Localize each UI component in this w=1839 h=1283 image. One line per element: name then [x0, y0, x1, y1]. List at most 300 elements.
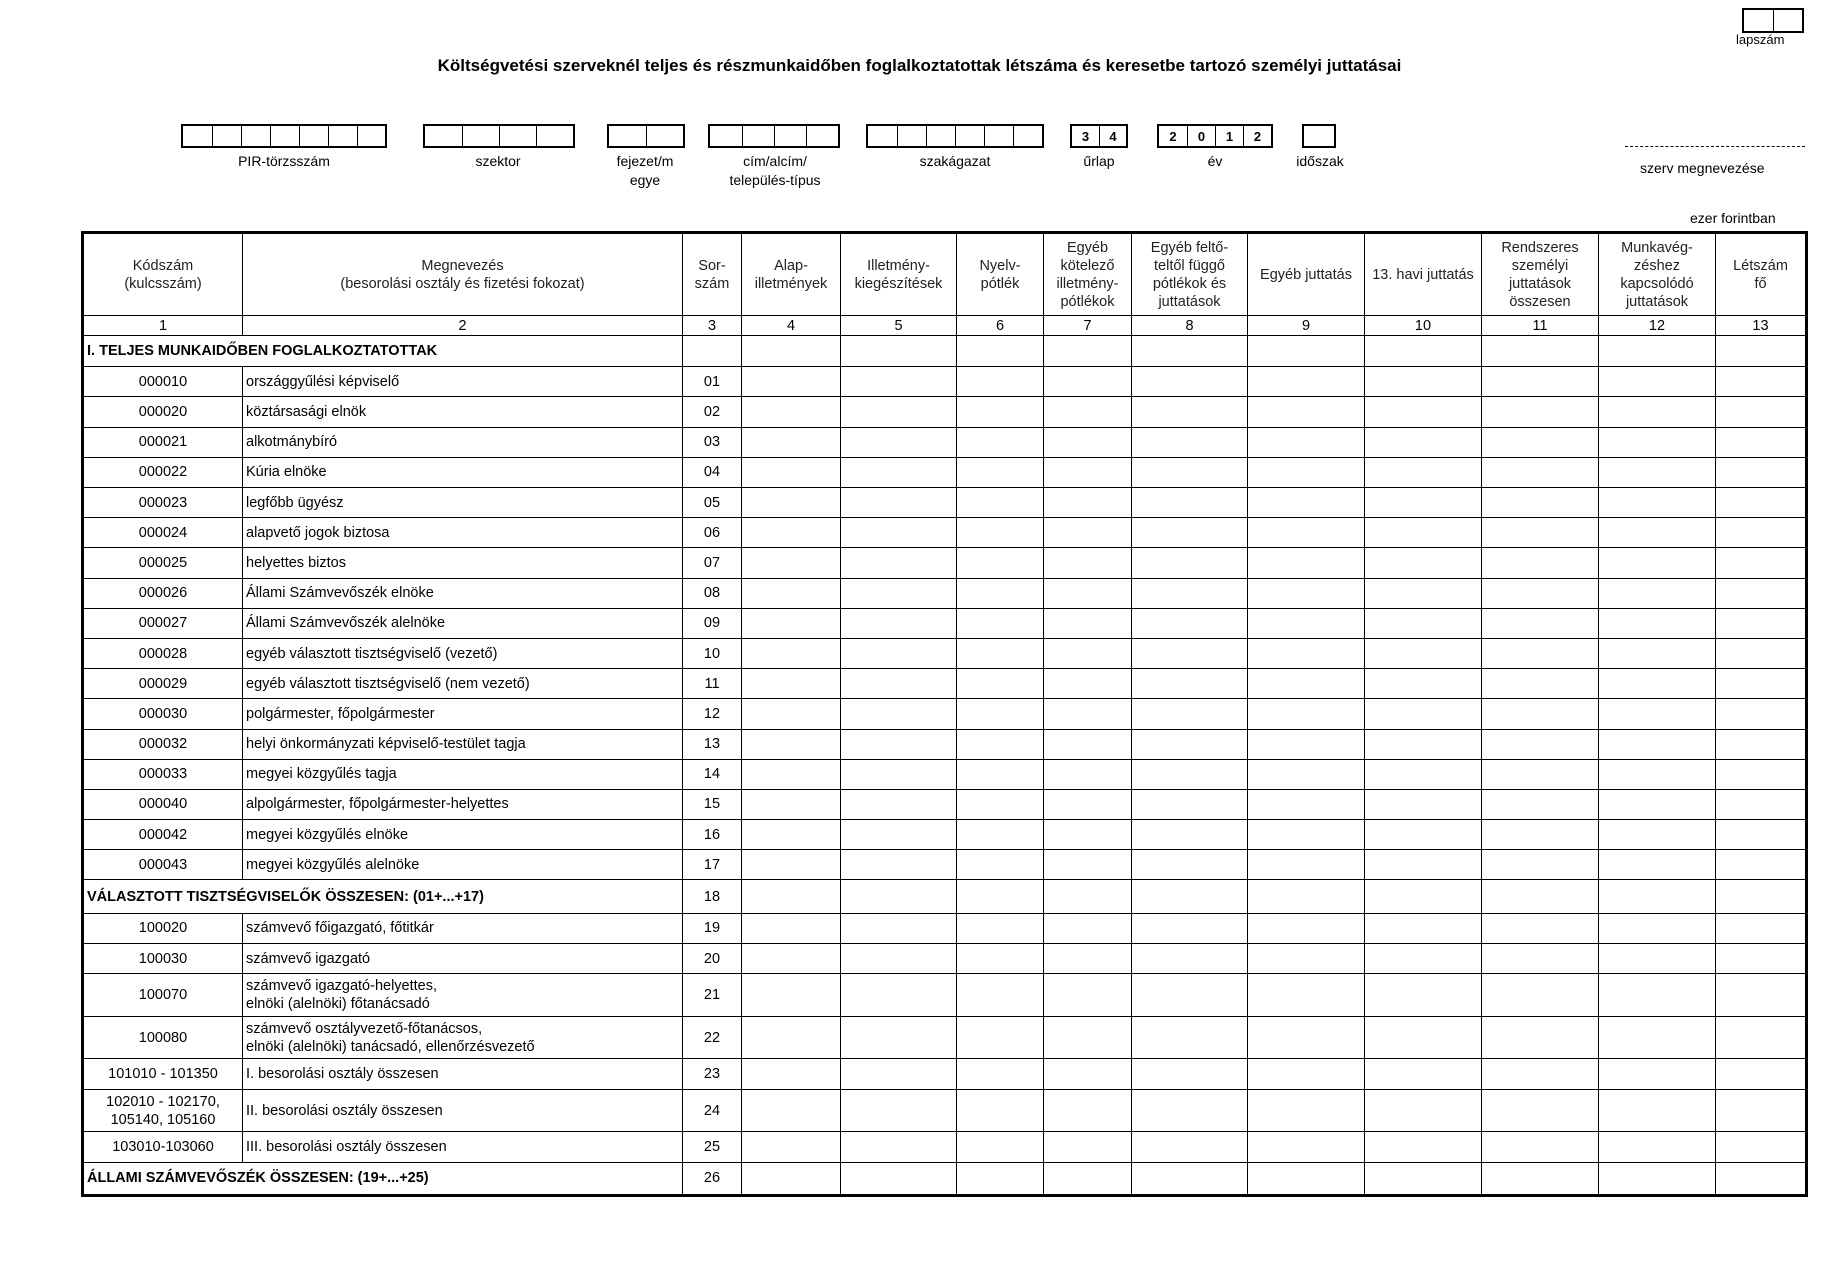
data-cell[interactable] — [1248, 548, 1365, 578]
data-cell[interactable] — [1365, 880, 1482, 913]
data-cell[interactable] — [1716, 397, 1807, 427]
data-cell[interactable] — [1716, 548, 1807, 578]
data-cell[interactable] — [1482, 729, 1599, 759]
data-cell[interactable] — [1365, 638, 1482, 668]
column-header: Illetmény- kiegészítések — [841, 233, 957, 316]
data-cell[interactable] — [1132, 669, 1248, 699]
lapszam-cell[interactable] — [1773, 10, 1802, 31]
data-cell[interactable] — [1599, 1132, 1716, 1162]
data-cell[interactable] — [957, 913, 1044, 943]
data-cell[interactable] — [1599, 943, 1716, 973]
data-cell[interactable] — [1044, 518, 1132, 548]
data-cell[interactable] — [742, 336, 841, 367]
data-cell[interactable] — [957, 336, 1044, 367]
data-cell[interactable] — [742, 578, 841, 608]
data-cell[interactable] — [1482, 699, 1599, 729]
data-cell[interactable] — [1482, 974, 1599, 1017]
fejezet-field[interactable] — [607, 124, 685, 148]
data-cell[interactable] — [1365, 608, 1482, 638]
data-cell[interactable] — [841, 1132, 957, 1162]
data-cell[interactable] — [1599, 397, 1716, 427]
data-cell[interactable] — [742, 669, 841, 699]
data-cell[interactable] — [841, 1089, 957, 1132]
data-cell[interactable] — [1365, 669, 1482, 699]
data-cell[interactable] — [1599, 488, 1716, 518]
data-cell[interactable] — [1599, 1059, 1716, 1089]
data-cell[interactable] — [1482, 943, 1599, 973]
data-cell[interactable] — [1482, 1016, 1599, 1059]
lapszam-cell[interactable] — [1744, 10, 1773, 31]
data-cell[interactable] — [1716, 1089, 1807, 1132]
data-cell[interactable] — [1599, 820, 1716, 850]
data-cell[interactable] — [1132, 789, 1248, 819]
data-cell[interactable] — [1044, 913, 1132, 943]
data-cell[interactable] — [1716, 913, 1807, 943]
data-cell[interactable] — [1599, 548, 1716, 578]
data-cell[interactable] — [1132, 397, 1248, 427]
data-cell[interactable] — [1132, 457, 1248, 487]
data-cell[interactable] — [742, 759, 841, 789]
data-cell[interactable] — [1365, 850, 1482, 880]
data-cell[interactable] — [1716, 578, 1807, 608]
data-cell[interactable] — [1716, 336, 1807, 367]
name-cell: I. besorolási osztály összesen — [243, 1059, 683, 1089]
data-cell[interactable] — [1044, 548, 1132, 578]
data-cell[interactable] — [1248, 729, 1365, 759]
data-cell[interactable] — [1482, 850, 1599, 880]
data-cell[interactable] — [1365, 974, 1482, 1017]
data-cell[interactable] — [1482, 759, 1599, 789]
data-cell[interactable] — [1599, 457, 1716, 487]
data-cell[interactable] — [841, 850, 957, 880]
data-cell[interactable] — [841, 759, 957, 789]
data-cell[interactable] — [1482, 608, 1599, 638]
data-cell[interactable] — [742, 1132, 841, 1162]
data-cell[interactable] — [1482, 427, 1599, 457]
data-cell[interactable] — [957, 820, 1044, 850]
data-cell[interactable] — [841, 427, 957, 457]
data-cell[interactable] — [1248, 1132, 1365, 1162]
data-cell[interactable] — [1044, 729, 1132, 759]
data-cell[interactable] — [957, 699, 1044, 729]
data-cell[interactable] — [1044, 699, 1132, 729]
data-cell[interactable] — [1716, 820, 1807, 850]
data-cell[interactable] — [1248, 850, 1365, 880]
fejezet-label: fejezet/m egye — [616, 153, 674, 188]
data-cell[interactable] — [1132, 820, 1248, 850]
data-cell[interactable] — [1132, 427, 1248, 457]
data-cell[interactable] — [1365, 457, 1482, 487]
data-cell[interactable] — [957, 974, 1044, 1017]
data-cell[interactable] — [1248, 367, 1365, 397]
data-cell[interactable] — [742, 457, 841, 487]
data-cell[interactable] — [1248, 1089, 1365, 1132]
data-cell[interactable] — [1716, 427, 1807, 457]
data-cell[interactable] — [957, 759, 1044, 789]
data-cell[interactable] — [1132, 518, 1248, 548]
data-cell[interactable] — [1599, 1162, 1716, 1195]
data-cell[interactable] — [1716, 729, 1807, 759]
data-cell[interactable] — [1044, 397, 1132, 427]
data-cell[interactable] — [1248, 457, 1365, 487]
data-cell[interactable] — [1044, 820, 1132, 850]
data-cell[interactable] — [1132, 1162, 1248, 1195]
table-row — [83, 669, 1807, 699]
data-cell[interactable] — [1365, 1059, 1482, 1089]
data-cell[interactable] — [1599, 638, 1716, 668]
data-cell[interactable] — [1716, 850, 1807, 880]
data-cell[interactable] — [742, 820, 841, 850]
data-cell[interactable] — [1482, 669, 1599, 699]
data-cell[interactable] — [1482, 820, 1599, 850]
data-cell[interactable] — [1365, 488, 1482, 518]
data-cell[interactable] — [1044, 427, 1132, 457]
data-cell[interactable] — [742, 974, 841, 1017]
data-cell[interactable] — [1365, 1132, 1482, 1162]
data-cell[interactable] — [1365, 759, 1482, 789]
ev-label: év — [1207, 153, 1223, 169]
data-cell[interactable] — [1248, 669, 1365, 699]
data-cell[interactable] — [1248, 1016, 1365, 1059]
data-cell[interactable] — [742, 1059, 841, 1089]
data-cell[interactable] — [1482, 1089, 1599, 1132]
data-cell[interactable] — [1716, 518, 1807, 548]
data-cell[interactable] — [1132, 974, 1248, 1017]
data-cell[interactable] — [1599, 669, 1716, 699]
data-cell[interactable] — [1132, 850, 1248, 880]
data-cell[interactable] — [841, 578, 957, 608]
data-cell[interactable] — [1716, 457, 1807, 487]
data-cell[interactable] — [742, 608, 841, 638]
data-cell[interactable] — [1716, 367, 1807, 397]
data-cell[interactable] — [1132, 759, 1248, 789]
data-cell[interactable] — [1365, 336, 1482, 367]
data-cell[interactable] — [841, 669, 957, 699]
data-cell[interactable] — [1365, 397, 1482, 427]
data-cell[interactable] — [1365, 578, 1482, 608]
data-cell[interactable] — [1248, 1059, 1365, 1089]
data-cell[interactable] — [1482, 488, 1599, 518]
data-cell[interactable] — [1044, 943, 1132, 973]
table-row — [83, 548, 1807, 578]
data-cell[interactable] — [1716, 638, 1807, 668]
data-cell[interactable] — [1365, 943, 1482, 973]
data-cell[interactable] — [841, 638, 957, 668]
name-cell: számvevő igazgató — [243, 943, 683, 973]
data-cell[interactable] — [957, 880, 1044, 913]
szektor-field[interactable] — [423, 124, 575, 148]
data-cell[interactable] — [1248, 427, 1365, 457]
data-cell[interactable] — [1248, 913, 1365, 943]
data-cell[interactable] — [957, 638, 1044, 668]
data-cell[interactable] — [1132, 1059, 1248, 1089]
data-cell[interactable] — [1716, 488, 1807, 518]
data-cell[interactable] — [1482, 1132, 1599, 1162]
data-cell[interactable] — [957, 789, 1044, 819]
data-cell[interactable] — [1132, 729, 1248, 759]
data-cell[interactable] — [1716, 759, 1807, 789]
data-cell[interactable] — [1482, 336, 1599, 367]
data-cell[interactable] — [957, 608, 1044, 638]
data-cell[interactable] — [841, 789, 957, 819]
idoszak-field[interactable] — [1302, 124, 1336, 148]
data-cell[interactable] — [742, 913, 841, 943]
data-cell[interactable] — [1716, 880, 1807, 913]
data-cell[interactable] — [841, 974, 957, 1017]
data-cell[interactable] — [841, 820, 957, 850]
data-cell[interactable] — [742, 1162, 841, 1195]
data-cell[interactable] — [1132, 880, 1248, 913]
data-cell[interactable] — [742, 943, 841, 973]
data-cell[interactable] — [957, 548, 1044, 578]
data-cell[interactable] — [1248, 608, 1365, 638]
data-cell[interactable] — [1482, 367, 1599, 397]
data-cell[interactable] — [957, 1016, 1044, 1059]
data-cell[interactable] — [957, 1059, 1044, 1089]
data-cell[interactable] — [1599, 913, 1716, 943]
data-cell[interactable] — [1248, 943, 1365, 973]
data-cell[interactable] — [1132, 578, 1248, 608]
data-cell[interactable] — [957, 943, 1044, 973]
data-cell[interactable] — [742, 518, 841, 548]
data-cell[interactable] — [841, 699, 957, 729]
data-cell[interactable] — [957, 457, 1044, 487]
data-cell[interactable] — [1132, 638, 1248, 668]
data-cell[interactable] — [841, 518, 957, 548]
column-header: 13. havi juttatás — [1365, 233, 1482, 316]
data-cell[interactable] — [1044, 1059, 1132, 1089]
data-cell[interactable] — [1132, 943, 1248, 973]
data-cell[interactable] — [1365, 820, 1482, 850]
data-cell[interactable] — [1716, 608, 1807, 638]
data-cell[interactable] — [1482, 518, 1599, 548]
data-cell[interactable] — [1132, 699, 1248, 729]
data-cell[interactable] — [1132, 608, 1248, 638]
data-cell[interactable] — [1365, 1162, 1482, 1195]
data-cell[interactable] — [1599, 427, 1716, 457]
data-cell[interactable] — [1248, 789, 1365, 819]
data-cell[interactable] — [1716, 1016, 1807, 1059]
data-cell[interactable] — [742, 488, 841, 518]
data-cell[interactable] — [1482, 789, 1599, 819]
data-cell[interactable] — [1482, 548, 1599, 578]
data-cell[interactable] — [957, 427, 1044, 457]
data-cell[interactable] — [841, 397, 957, 427]
cim-field[interactable] — [708, 124, 840, 148]
data-cell[interactable] — [1482, 1162, 1599, 1195]
code-cell: 000030 — [83, 699, 243, 729]
data-cell[interactable] — [1248, 974, 1365, 1017]
data-cell[interactable] — [742, 427, 841, 457]
data-cell[interactable] — [957, 488, 1044, 518]
code-cell: 000026 — [83, 578, 243, 608]
data-cell[interactable] — [742, 638, 841, 668]
data-cell[interactable] — [841, 367, 957, 397]
data-cell[interactable] — [1248, 880, 1365, 913]
data-cell[interactable] — [1044, 638, 1132, 668]
data-cell[interactable] — [1044, 789, 1132, 819]
data-cell[interactable] — [1365, 427, 1482, 457]
data-cell[interactable] — [1044, 1089, 1132, 1132]
data-cell[interactable] — [1599, 1016, 1716, 1059]
data-cell[interactable] — [1365, 1016, 1482, 1059]
data-cell[interactable] — [957, 669, 1044, 699]
data-cell[interactable] — [1248, 759, 1365, 789]
data-cell[interactable] — [1716, 1132, 1807, 1162]
data-cell[interactable] — [957, 367, 1044, 397]
data-cell[interactable] — [841, 1162, 957, 1195]
data-cell[interactable] — [1599, 699, 1716, 729]
data-cell[interactable] — [1044, 759, 1132, 789]
data-cell[interactable] — [841, 729, 957, 759]
data-cell[interactable] — [1365, 913, 1482, 943]
name-cell: polgármester, főpolgármester — [243, 699, 683, 729]
data-cell[interactable] — [742, 789, 841, 819]
data-cell[interactable] — [1365, 699, 1482, 729]
data-cell[interactable] — [1132, 1089, 1248, 1132]
data-cell[interactable] — [957, 1089, 1044, 1132]
data-cell[interactable] — [957, 397, 1044, 427]
data-cell[interactable] — [1044, 880, 1132, 913]
table-row — [83, 729, 1807, 759]
data-cell[interactable] — [1365, 367, 1482, 397]
data-cell[interactable] — [841, 1059, 957, 1089]
data-cell[interactable] — [1044, 488, 1132, 518]
data-cell[interactable] — [1248, 336, 1365, 367]
data-cell[interactable] — [1599, 1089, 1716, 1132]
data-cell[interactable] — [1482, 397, 1599, 427]
data-cell[interactable] — [1716, 1162, 1807, 1195]
data-cell[interactable] — [742, 548, 841, 578]
data-cell[interactable] — [1044, 367, 1132, 397]
data-cell[interactable] — [1132, 336, 1248, 367]
data-cell[interactable] — [1599, 367, 1716, 397]
lapszam-box[interactable] — [1742, 8, 1804, 33]
data-cell[interactable] — [1599, 336, 1716, 367]
data-cell[interactable] — [1132, 367, 1248, 397]
data-cell[interactable] — [1044, 1132, 1132, 1162]
data-cell[interactable] — [1599, 608, 1716, 638]
data-cell[interactable] — [1248, 578, 1365, 608]
data-cell[interactable] — [1599, 578, 1716, 608]
data-cell[interactable] — [1044, 608, 1132, 638]
name-cell: II. besorolási osztály összesen — [243, 1089, 683, 1132]
data-cell[interactable] — [1365, 789, 1482, 819]
szakagazat-field[interactable] — [866, 124, 1044, 148]
data-cell[interactable] — [1248, 638, 1365, 668]
data-cell[interactable] — [841, 880, 957, 913]
data-cell[interactable] — [1248, 488, 1365, 518]
row-number: 14 — [683, 759, 742, 789]
data-cell[interactable] — [1044, 578, 1132, 608]
data-cell[interactable] — [1482, 880, 1599, 913]
data-cell[interactable] — [742, 729, 841, 759]
data-cell[interactable] — [1599, 518, 1716, 548]
data-cell[interactable] — [1248, 699, 1365, 729]
table-row — [83, 1016, 1807, 1059]
data-cell[interactable] — [1248, 820, 1365, 850]
data-cell[interactable] — [1248, 518, 1365, 548]
data-cell[interactable] — [1044, 457, 1132, 487]
data-cell[interactable] — [841, 457, 957, 487]
data-cell[interactable] — [1716, 789, 1807, 819]
data-cell[interactable] — [1248, 397, 1365, 427]
data-cell[interactable] — [1599, 974, 1716, 1017]
data-cell[interactable] — [957, 578, 1044, 608]
data-cell[interactable] — [1482, 457, 1599, 487]
data-cell[interactable] — [1599, 850, 1716, 880]
data-cell[interactable] — [957, 1162, 1044, 1195]
data-cell[interactable] — [1365, 1089, 1482, 1132]
data-cell[interactable] — [841, 548, 957, 578]
data-cell[interactable] — [1482, 578, 1599, 608]
data-cell[interactable] — [1044, 1162, 1132, 1195]
data-cell[interactable] — [1044, 336, 1132, 367]
data-cell[interactable] — [841, 1016, 957, 1059]
column-header: Sor- szám — [683, 233, 742, 316]
data-cell[interactable] — [742, 397, 841, 427]
data-cell[interactable] — [1716, 669, 1807, 699]
data-cell[interactable] — [1365, 729, 1482, 759]
data-cell[interactable] — [742, 367, 841, 397]
data-cell[interactable] — [1044, 974, 1132, 1017]
code-cell: 000021 — [83, 427, 243, 457]
data-cell[interactable] — [1132, 548, 1248, 578]
data-cell[interactable] — [1599, 789, 1716, 819]
data-cell[interactable] — [841, 336, 957, 367]
data-cell[interactable] — [1132, 913, 1248, 943]
data-cell[interactable] — [1365, 518, 1482, 548]
data-cell[interactable] — [957, 850, 1044, 880]
data-cell[interactable] — [742, 1016, 841, 1059]
data-cell[interactable] — [1365, 548, 1482, 578]
data-cell[interactable] — [1716, 1059, 1807, 1089]
data-cell[interactable] — [1132, 488, 1248, 518]
data-cell[interactable] — [957, 518, 1044, 548]
data-cell[interactable] — [1716, 974, 1807, 1017]
data-cell[interactable] — [1716, 943, 1807, 973]
data-cell[interactable] — [1044, 850, 1132, 880]
szerv-line[interactable] — [1625, 146, 1805, 147]
data-cell[interactable] — [742, 1089, 841, 1132]
pir-field[interactable] — [181, 124, 387, 148]
data-cell[interactable] — [1482, 638, 1599, 668]
data-cell[interactable] — [841, 608, 957, 638]
data-cell[interactable] — [841, 913, 957, 943]
data-cell[interactable] — [841, 488, 957, 518]
data-cell[interactable] — [841, 943, 957, 973]
data-cell[interactable] — [1132, 1132, 1248, 1162]
data-cell[interactable] — [1132, 1016, 1248, 1059]
data-cell[interactable] — [1482, 1059, 1599, 1089]
data-cell[interactable] — [1044, 669, 1132, 699]
data-cell[interactable] — [1044, 1016, 1132, 1059]
column-number: 8 — [1132, 316, 1248, 336]
data-cell[interactable] — [742, 880, 841, 913]
data-cell[interactable] — [1599, 880, 1716, 913]
data-cell[interactable] — [1599, 729, 1716, 759]
data-cell[interactable] — [1599, 759, 1716, 789]
data-cell[interactable] — [1716, 699, 1807, 729]
code-cell: 102010 - 102170, 105140, 105160 — [83, 1089, 243, 1132]
data-cell[interactable] — [1248, 1162, 1365, 1195]
data-cell[interactable] — [742, 699, 841, 729]
data-cell[interactable] — [742, 850, 841, 880]
data-cell[interactable] — [957, 1132, 1044, 1162]
row-number: 08 — [683, 578, 742, 608]
data-cell[interactable] — [957, 729, 1044, 759]
data-cell[interactable] — [1482, 913, 1599, 943]
